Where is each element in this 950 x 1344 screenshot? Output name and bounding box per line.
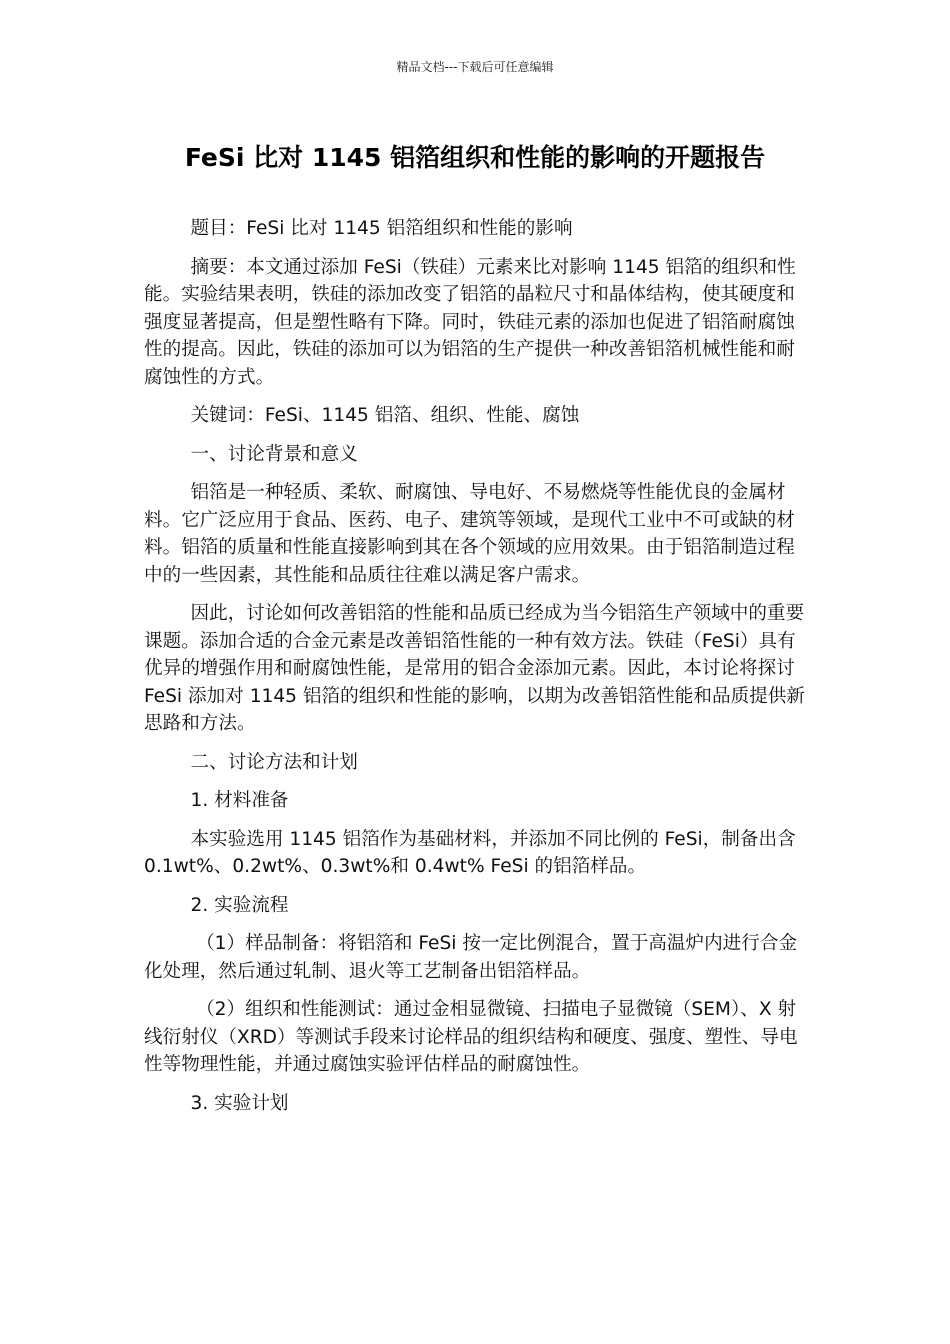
abstract-paragraph: 摘要：本文通过添加 FeSi（铁硅）元素来比对影响 1145 铝箔的组织和性能。实验结果表明，铁硅的添加改变了铝箔的晶粒尺寸和晶体结构，使其硬度和强度显著提高，但是塑性略有下降。同时，铁硅元素的添加也促进了铝箔耐腐蚀性的提高。因此，铁硅的添加可以为铝箔的生产提供一种改善铝箔机械性能和耐腐蚀性的方式。 — [144, 256, 796, 388]
page-header-note: 精品文档---下载后可任意编辑 — [396, 60, 554, 74]
subheading-materials: 1. 材料准备 — [190, 790, 289, 811]
keywords-line: 关键词：FeSi、1145 铝箔、组织、性能、腐蚀 — [190, 405, 580, 426]
background-paragraph-2: 因此，讨论如何改善铝箔的性能和品质已经成为当今铝箔生产领域中的重要课题。添加合适的合金元素是改善铝箔性能的一种有效方法。铁硅（FeSi）具有优异的增强作用和耐腐蚀性能，是常用的铝合金添加元素。因此，本讨论将探讨 FeSi 添加对 1145 铝箔的组织和性能的影响，以期为改善铝箔性能和品质提供新思路和方法。 — [144, 603, 805, 734]
subheading-plan: 3. 实验计划 — [190, 1092, 289, 1114]
procedure-step-2: （2）组织和性能测试：通过金相显微镜、扫描电子显微镜（SEM）、X 射线衍射仪（XRD）等测试手段来讨论样品的组织结构和硬度、强度、塑性、导电性等物理性能，并通过腐蚀实验评估样品的耐腐蚀性。 — [144, 999, 798, 1075]
materials-paragraph: 本实验选用 1145 铝箔作为基础材料，并添加不同比例的 FeSi，制备出含 0.1wt%、0.2wt%、0.3wt%和 0.4wt% FeSi 的铝箔样品。 — [144, 828, 796, 877]
procedure-step-1: （1）样品制备：将铝箔和 FeSi 按一定比例混合，置于高温炉内进行合金化处理，然后通过轧制、退火等工艺制备出铝箔样品。 — [144, 933, 798, 982]
document-body — [144, 215, 808, 1128]
topic-line: 题目：FeSi 比对 1145 铝箔组织和性能的影响 — [190, 218, 573, 239]
subheading-procedure: 2. 实验流程 — [190, 894, 289, 916]
background-paragraph-1: 铝箔是一种轻质、柔软、耐腐蚀、导电好、不易燃烧等性能优良的金属材料。它广泛应用于食品、医药、电子、建筑等领域，是现代工业中不可或缺的材料。铝箔的质量和性能直接影响到其在各个领域的应用效果。由于铝箔制造过程中的一些因素，其性能和品质往往难以满足客户需求。 — [144, 482, 795, 586]
section-heading-methods: 二、讨论方法和计划 — [190, 751, 358, 773]
section-heading-background: 一、讨论背景和意义 — [190, 443, 358, 465]
document-title: FeSi 比对 1145 铝箔组织和性能的影响的开题报告 — [184, 143, 766, 172]
